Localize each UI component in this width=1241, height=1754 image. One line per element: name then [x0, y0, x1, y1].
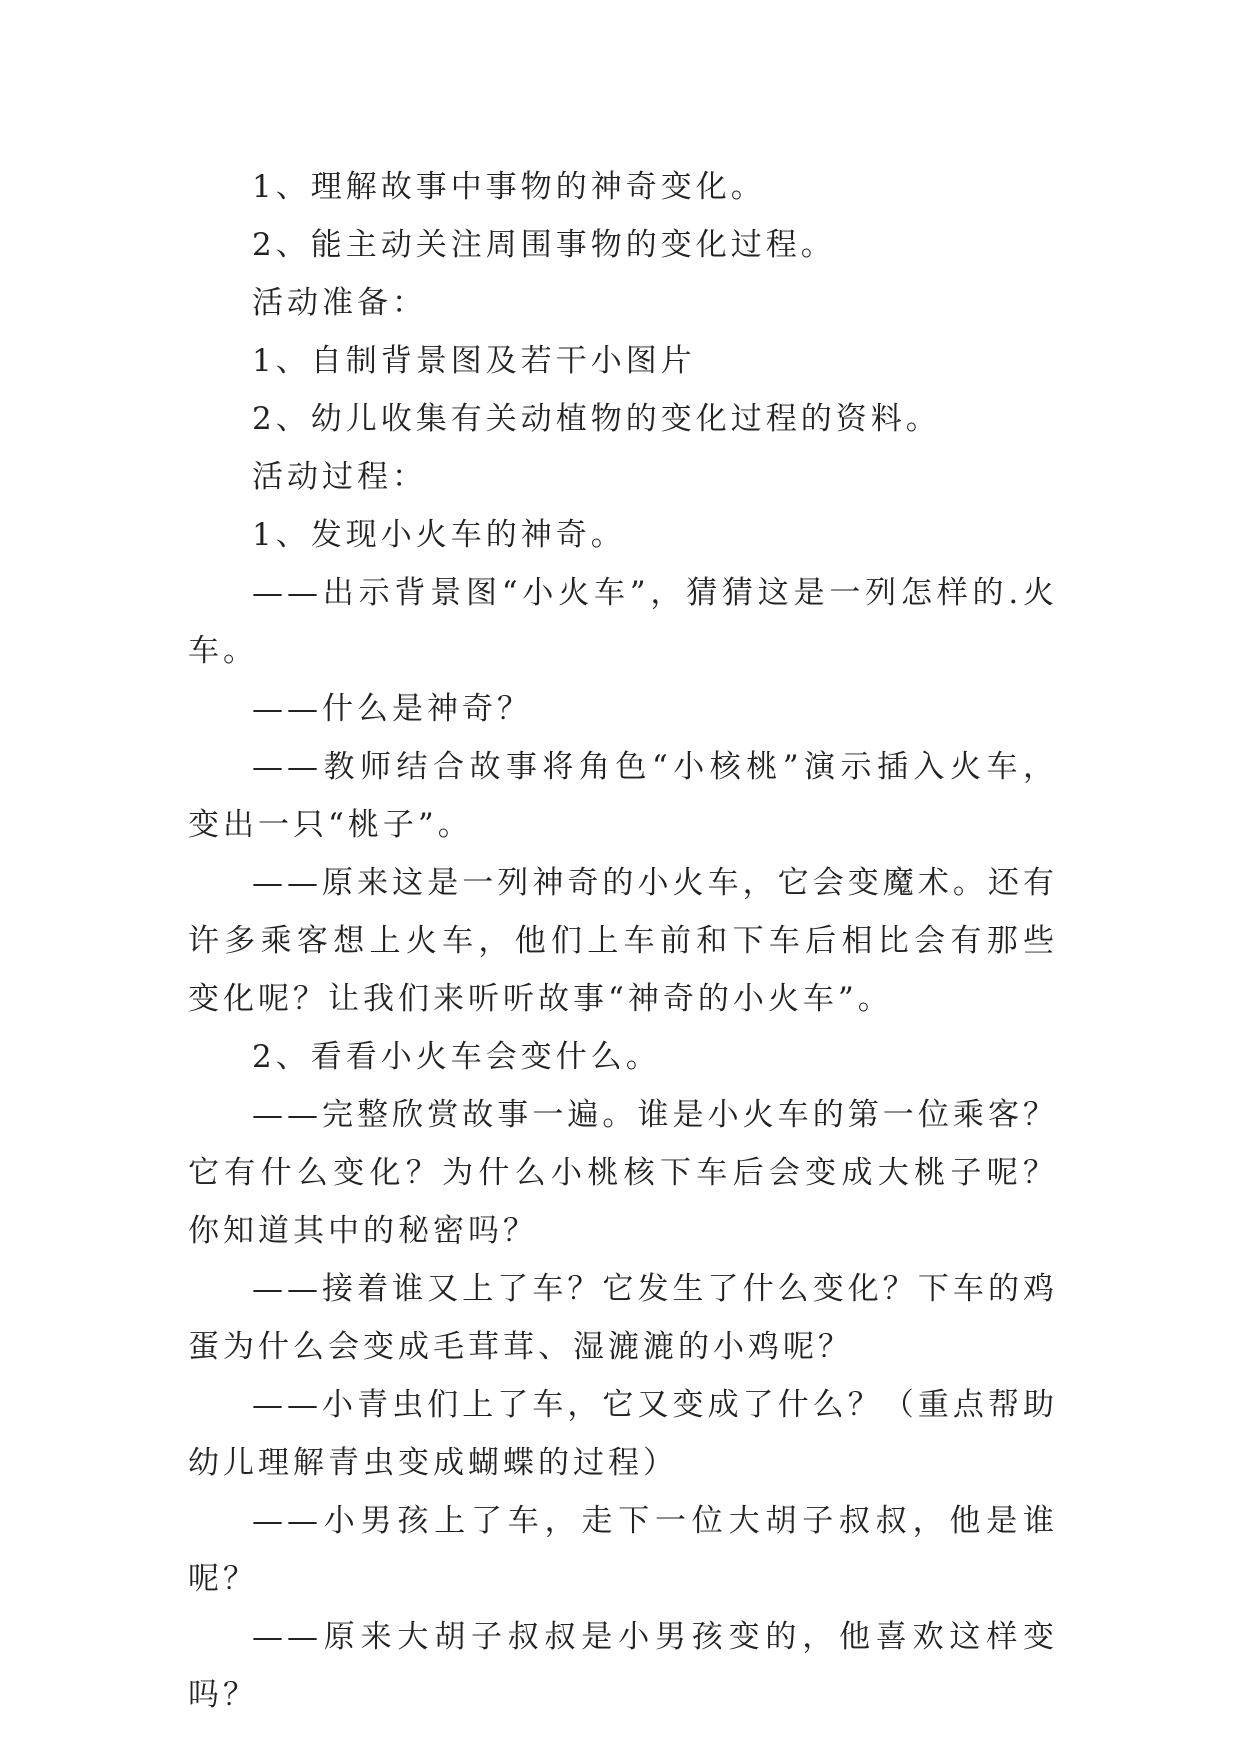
process-step-2: 2、看看小火车会变什么。 — [252, 1039, 661, 1075]
document-body — [188, 158, 1058, 1724]
goal-item-1: 1、理解故事中事物的神奇变化。 — [252, 169, 766, 205]
process-paragraph: ——原来大胡子叔叔是小男孩变的，他喜欢这样变吗？ — [188, 1619, 1058, 1713]
process-paragraph: ——什么是神奇？ — [252, 691, 532, 727]
preparation-item-1: 1、自制背景图及若干小图片 — [252, 343, 696, 379]
preparation-item-2: 2、幼儿收集有关动植物的变化过程的资料。 — [252, 401, 941, 437]
process-step-1: 1、发现小火车的神奇。 — [252, 517, 626, 553]
process-paragraph: ——出示背景图“小火车”，猜猜这是一列怎样的.火车。 — [188, 575, 1058, 669]
process-paragraph: ——小青虫们上了车，它又变成了什么？（重点帮助幼儿理解青虫变成蝴蝶的过程） — [188, 1387, 1058, 1481]
process-paragraph: ——完整欣赏故事一遍。谁是小火车的第一位乘客？它有什么变化？为什么小桃核下车后会变成大桃子呢？你知道其中的秘密吗？ — [188, 1097, 1058, 1249]
goal-item-2: 2、能主动关注周围事物的变化过程。 — [252, 227, 836, 263]
section-heading-preparation: 活动准备： — [252, 285, 427, 321]
process-paragraph: ——小男孩上了车，走下一位大胡子叔叔，他是谁呢？ — [188, 1503, 1058, 1597]
process-paragraph: ——原来这是一列神奇的小火车，它会变魔术。还有许多乘客想上火车，他们上车前和下车后相比会有那些变化呢？让我们来听听故事“神奇的小火车”。 — [188, 865, 1058, 1017]
process-paragraph: ——教师结合故事将角色“小核桃”演示插入火车，变出一只“桃子”。 — [188, 749, 1058, 843]
section-heading-process: 活动过程： — [252, 459, 427, 495]
process-paragraph: ——接着谁又上了车？它发生了什么变化？下车的鸡蛋为什么会变成毛茸茸、湿漉漉的小鸡呢？ — [188, 1271, 1058, 1365]
